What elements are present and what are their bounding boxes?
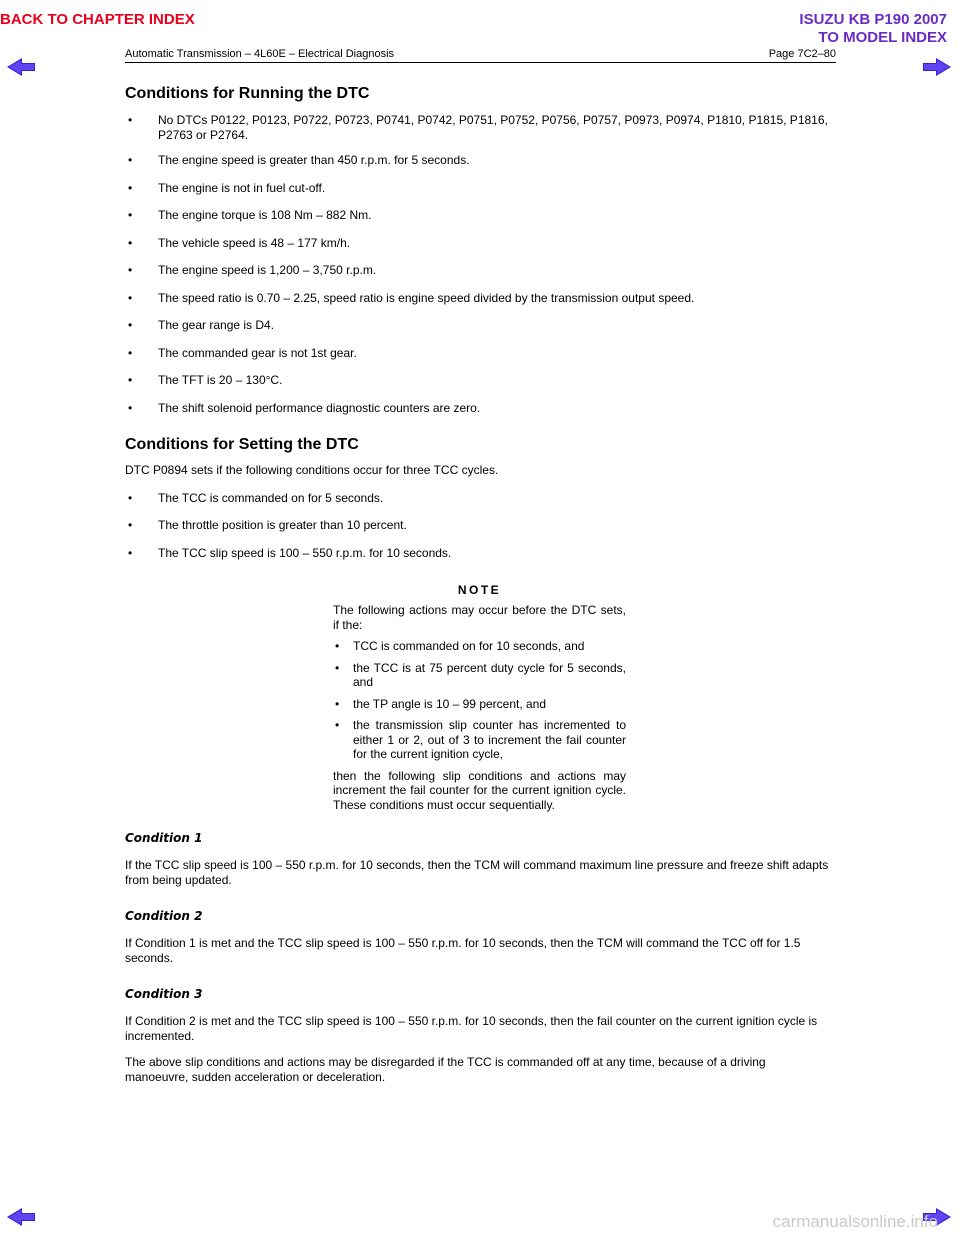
condition-1-text: If the TCC slip speed is 100 – 550 r.p.m. for 10 seconds, then the TCM will command maximum line pressure and freeze shift adapts from being updated. (125, 858, 829, 887)
note-outro: then the following slip conditions and actions may increment the fail counter for the current ignition cycle. These conditions must occur sequentially. (333, 768, 626, 812)
model-title-link[interactable]: ISUZU KB P190 2007 (799, 11, 947, 28)
list-item: • The engine speed is greater than 450 r.p.m. for 5 seconds. (128, 153, 470, 167)
note-title: NOTE (457, 583, 502, 597)
condition-1-heading: Condition 1 (125, 831, 203, 845)
arrow-right-icon[interactable] (922, 57, 952, 77)
arrow-left-icon[interactable] (6, 1207, 36, 1227)
list-item: • The commanded gear is not 1st gear. (128, 345, 357, 360)
note-intro: The following actions may occur before the DTC sets, if the: (333, 603, 626, 632)
list-item: • The vehicle speed is 48 – 177 km/h. (128, 235, 351, 250)
to-model-index-link[interactable]: TO MODEL INDEX (818, 29, 947, 46)
section-heading-setting: Conditions for Setting the DTC (125, 436, 359, 453)
condition-3-heading: Condition 3 (125, 987, 203, 1001)
list-item: • TCC is commanded on for 10 seconds, and (335, 639, 585, 653)
back-to-chapter-index-link[interactable]: BACK TO CHAPTER INDEX (0, 11, 195, 28)
list-item: • the TCC is at 75 percent duty cycle for 5 seconds, and (335, 660, 626, 689)
list-item: • the TP angle is 10 – 99 percent, and (335, 696, 547, 711)
section-heading-running: Conditions for Running the DTC (125, 85, 370, 102)
page-number: Page 7C2–80 (768, 48, 836, 60)
watermark: carmanualsonline.info (772, 1212, 938, 1231)
list-item: • The engine is not in fuel cut-off. (128, 180, 326, 195)
list-item: • the transmission slip counter has incremented to either 1 or 2, out of 3 to increment the fail counter for the current ignition cycle, (335, 718, 626, 761)
list-item: • The shift solenoid performance diagnostic counters are zero. (128, 400, 481, 415)
list-item: • No DTCs P0122, P0123, P0722, P0723, P0741, P0742, P0751, P0752, P0756, P0757, P0973, P0974, P1810, P1815, P1816, P2763 or P2764. (128, 113, 828, 142)
condition-3-text: If Condition 2 is met and the TCC slip speed is 100 – 550 r.p.m. for 10 seconds, then the fail counter on the current ignition cycle is incremented. (125, 1014, 818, 1043)
list-item: • The throttle position is greater than 10 percent. (128, 518, 407, 532)
list-item: • The gear range is D4. (128, 318, 275, 332)
running-conditions-list (125, 113, 831, 415)
list-item: • The TCC is commanded on for 5 seconds. (128, 490, 384, 505)
header-rule (125, 62, 836, 63)
list-item: • The speed ratio is 0.70 – 2.25, speed ratio is engine speed divided by the transmission output speed. (128, 290, 695, 305)
header-title: Automatic Transmission – 4L60E – Electrical Diagnosis (125, 48, 395, 60)
list-item: • The TCC slip speed is 100 – 550 r.p.m. for 10 seconds. (128, 545, 452, 560)
condition-2-heading: Condition 2 (125, 909, 203, 923)
setting-conditions-list (125, 491, 831, 561)
list-item: • The engine speed is 1,200 – 3,750 r.p.m. (128, 263, 377, 277)
arrow-left-icon[interactable] (6, 57, 36, 77)
note-list (333, 639, 626, 762)
closing-paragraph: The above slip conditions and actions may be disregarded if the TCC is commanded off at any time, because of a driving manoeuvre, sudden acceleration or deceleration. (125, 1055, 766, 1084)
list-item: • The engine torque is 108 Nm – 882 Nm. (128, 208, 372, 222)
list-item: • The TFT is 20 – 130°C. (128, 373, 283, 387)
page-content (125, 84, 831, 1084)
setting-intro: DTC P0894 sets if the following conditions occur for three TCC cycles. (125, 463, 499, 477)
note-box (333, 583, 626, 812)
condition-2-text: If Condition 1 is met and the TCC slip speed is 100 – 550 r.p.m. for 10 seconds, then the TCM will command the TCC off for 1.5 seconds. (125, 936, 801, 965)
